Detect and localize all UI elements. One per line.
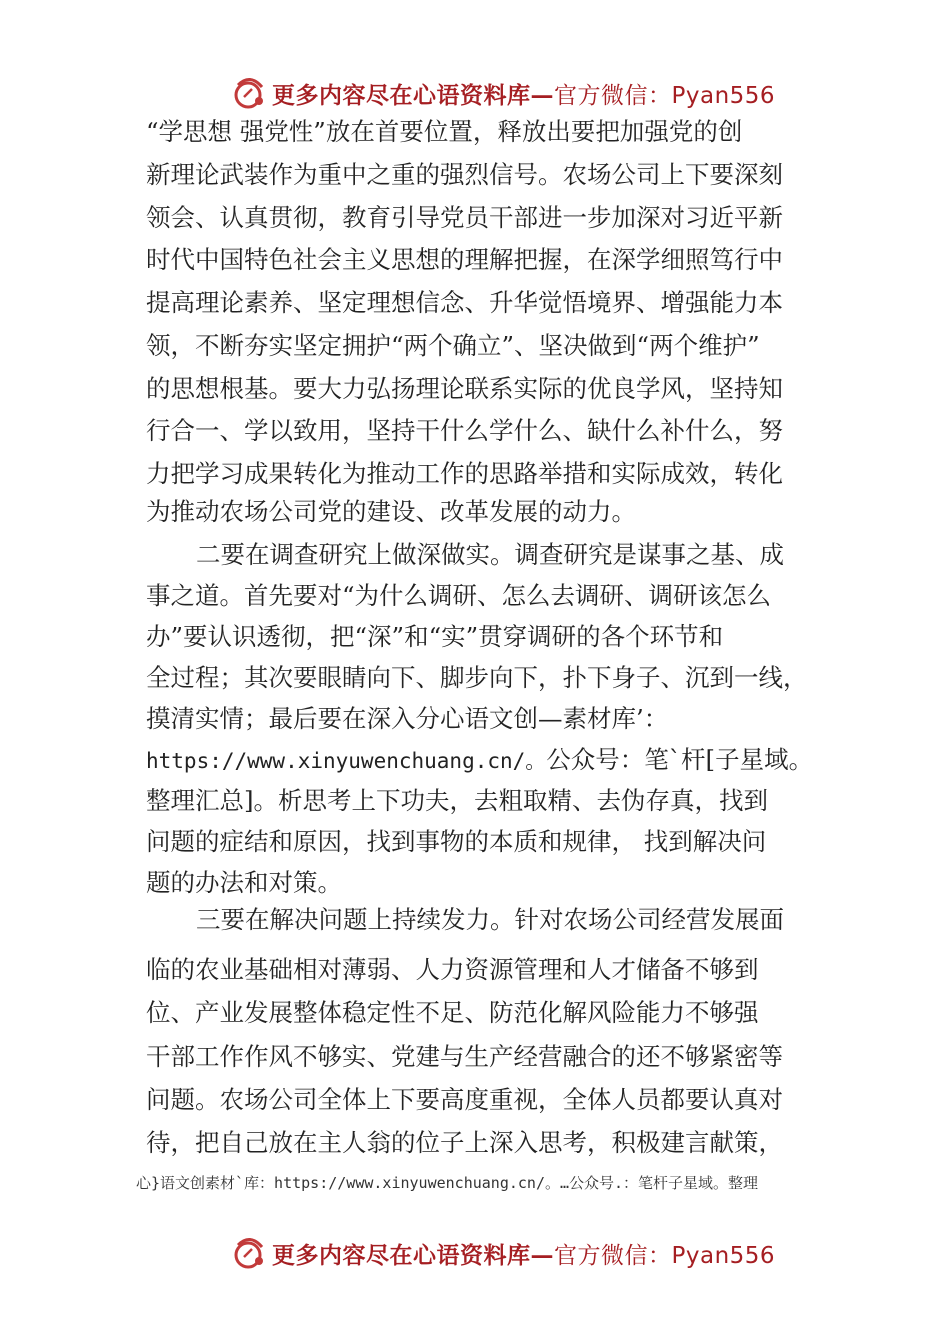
text-line: 位、产业发展整体稳定性不足、防范化解风险能力不够强: [146, 998, 759, 1027]
footer-watermark-banner: [232, 1233, 775, 1273]
text-line: 题的办法和对策。: [146, 868, 342, 897]
text-line: 摸清实情；最后要在深入分心语文创—素材库’：: [146, 704, 669, 733]
text-line: 力把学习成果转化为推动工作的思路举措和实际成效，转化: [146, 459, 783, 488]
text-line: 整理汇总]。析思考上下功夫，去粗取精、去伪存真，找到: [146, 786, 769, 815]
banner-wechat: 官方微信：Pyan556: [554, 1242, 776, 1269]
paragraph-start-line: 三要在解决问题上持续发力。针对农场公司经营发展面: [196, 905, 784, 934]
text-line: “学思想 强党性”放在首要位置，释放出要把加强党的创: [146, 117, 743, 146]
banner-text: 更多内容尽在心语资料库—官方微信：Pyan556: [272, 1241, 776, 1269]
text-line: 问题的症结和原因，找到事物的本质和规律， 找到解决问: [146, 827, 767, 856]
text-line: 临的农业基础相对薄弱、人力资源管理和人才储备不够到: [146, 955, 759, 984]
text-line: 时代中国特色社会主义思想的理解把握，在深学细照笃行中: [146, 245, 783, 274]
text-line: 新理论武装作为重中之重的强烈信号。农场公司上下要深刻: [146, 160, 783, 189]
account-text: 公众号：笔`杆[子星域。: [546, 745, 814, 774]
text-line: 办”要认识透彻，把“深”和“实”贯穿调研的各个环节和: [146, 622, 724, 651]
text-line: 领，不断夯实坚定拥护“两个确立”、坚决做到“两个维护”: [146, 331, 760, 360]
url-text: https://www.xinyuwenchuang.cn/。: [146, 749, 547, 773]
text-line: 问题。农场公司全体上下要高度重视，全体人员都要认真对: [146, 1085, 783, 1114]
text-line: [146, 745, 813, 776]
text-line: 为推动农场公司党的建设、改革发展的动力。: [146, 497, 636, 526]
text-line: 干部工作作风不够实、党建与生产经营融合的还不够紧密等: [146, 1042, 783, 1071]
text-line: 事之道。首先要对“为什么调研、怎么去调研、调研该怎么: [146, 581, 772, 610]
text-line: 提高理论素养、坚定理想信念、升华觉悟境界、增强能力本: [146, 288, 783, 317]
brand-logo-icon: [232, 1235, 268, 1271]
text-line: 领会、认真贯彻，教育引导党员干部进一步加深对习近平新: [146, 203, 783, 232]
banner-wechat: 官方微信：Pyan556: [554, 82, 776, 109]
brand-logo-icon: [232, 75, 268, 111]
paragraph-start-line: 二要在调查研究上做深做实。调查研究是谋事之基、成: [196, 540, 784, 569]
text-line: 待，把自己放在主人翁的位子上深入思考，积极建言献策，: [146, 1128, 783, 1157]
text-line: 行合一、学以致用，坚持干什么学什么、缺什么补什么，努: [146, 416, 783, 445]
text-line: 的思想根基。要大力弘扬理论联系实际的优良学风，坚持知: [146, 374, 783, 403]
header-watermark-banner: [232, 73, 775, 113]
footer-note: 心}语文创素材`库：https://www.xinyuwenchuang.cn/。…公众号.：笔杆子星域。整理: [136, 1174, 759, 1192]
text-line: 全过程；其次要眼睛向下、脚步向下，扑下身子、沉到一线，: [146, 663, 808, 692]
banner-text: 更多内容尽在心语资料库—官方微信：Pyan556: [272, 81, 776, 109]
